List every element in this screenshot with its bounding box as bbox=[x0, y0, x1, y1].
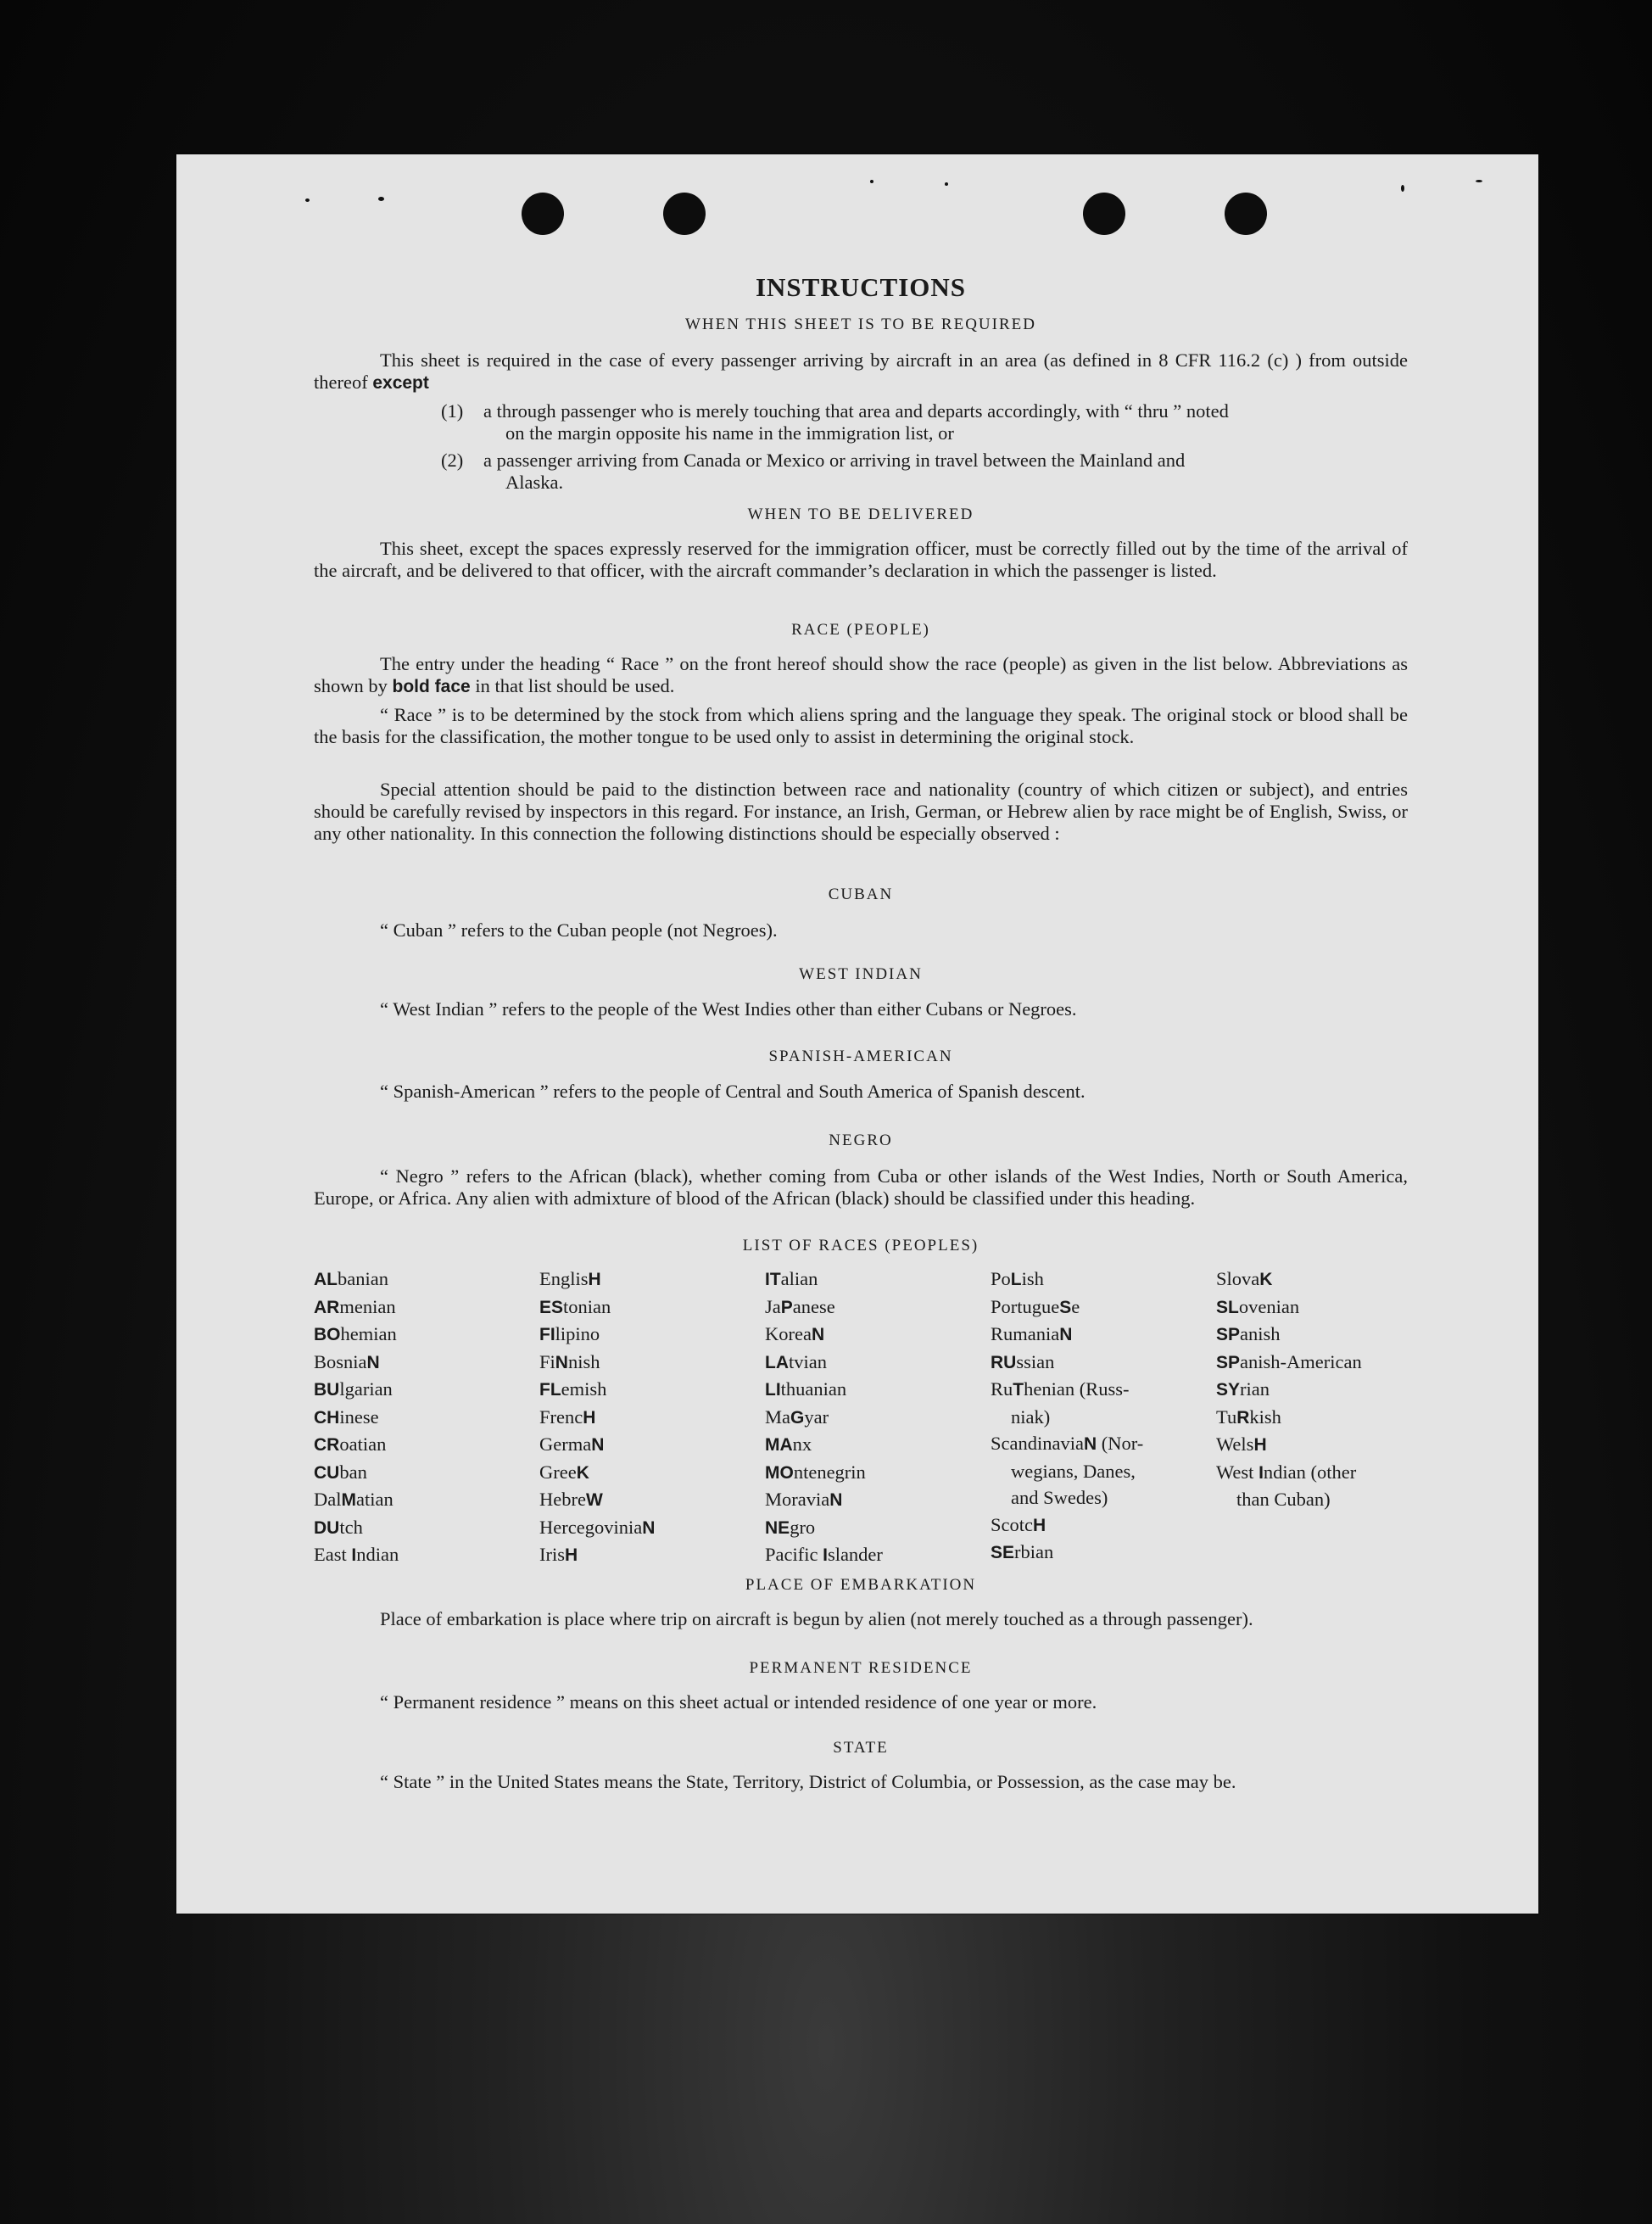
race-entry: PortugueSe bbox=[991, 1295, 1080, 1317]
punch-hole bbox=[1083, 193, 1125, 235]
race-entry: WelsH bbox=[1216, 1433, 1267, 1455]
race-entry: BOhemian bbox=[314, 1323, 397, 1344]
paragraph-permanent-residence: “ Permanent residence ” means on this sheet actual or intended residence of one year or more. bbox=[380, 1691, 1097, 1713]
race-entry: KoreaN bbox=[765, 1323, 825, 1344]
heading-state: STATE bbox=[833, 1739, 889, 1757]
race-entry: NEgro bbox=[765, 1516, 816, 1538]
scan-speck bbox=[1476, 180, 1482, 182]
race-entry: EnglisH bbox=[539, 1268, 601, 1289]
punch-hole bbox=[1225, 193, 1267, 235]
race-entry: GermaN bbox=[539, 1433, 605, 1455]
race-entry: BosniaN bbox=[314, 1350, 380, 1372]
race-entry: HercegoviniaN bbox=[539, 1516, 656, 1538]
race-entry: wegians, Danes, bbox=[1011, 1460, 1136, 1482]
page-title: INSTRUCTIONS bbox=[755, 272, 966, 302]
race-entry: GreeK bbox=[539, 1461, 589, 1483]
paragraph-spanish-american: “ Spanish-American ” refers to the people of Central and South America of Spanish descent. bbox=[380, 1081, 1086, 1102]
race-entry: SlovaK bbox=[1216, 1268, 1273, 1289]
paragraph-when-delivered: This sheet, except the spaces expressly reserved for the immigration officer, must be correctly filled out by the time of the arrival of the aircraft, and be delivered to that officer, with the aircraft commander’s declaration in which the passenger is listed. bbox=[314, 538, 1408, 581]
race-entry: RuThenian (Russ- bbox=[991, 1378, 1130, 1400]
instruction-sheet: INSTRUCTIONS WHEN THIS SHEET IS TO BE REQUIRED This sheet is required in the case of every passenger arriving by aircraft in an area (as defined in 8 CFR 116.2 (c) ) from outside thereof except (1) a through passenger who is merely touching that area and departs accordingly, with “ thru ” noted on the margin opposite his name in the immigration list, or (2) a passenger arriving from Canada or Mexico or arriving in travel between the Mainland and Alaska. WHEN TO BE DELIVERED This sheet, except the spaces expressly reserved for the immigration officer, must be correctly filled out by the time of the arrival of the aircraft, and be delivered to that officer, with the aircraft commander’s declaration in which the passenger is listed. RACE (PEOPLE) The entry under the heading “ Race ” on the front hereof should show the race (people) as given in the list below. Abbreviations as shown by bold face in that list should be used. “ Race ” is to be determined by the stock from which aliens spring and the language they speak. The original stock or blood shall be the basis for the classification, the mother tongue to be used only to assist in determining the original stock. Special attention should be paid to the distinction between race and nationality (country of which citizen or subject), and entries should be carefully revised by inspectors in this regard. For instance, an Irish, German, or Hebrew alien by race might be of English, Swiss, or any other nationality. In this connection the following distinctions should be especially observed : CUBAN “ Cuban ” refers to the Cuban people (not Negroes). WEST INDIAN “ West Indian ” refers to the people of the West Indies other than either Cubans or Negroes. SPANISH-AMERICAN “ Spanish-American ” refers to the people of Central and South America of Spanish descent. NEGRO “ Negro ” refers to the African (black), whether coming from Cuba or other islands of the West Indies, North or South America, Europe, or Africa. Any alien with admixture of blood of the African (black) should be classified under this heading. LIST OF RACES (PEOPLES) ALbanian ARmenian BOhemian BosniaN BUlgarian CHinese CRoatian CUban DalMatian DUtch East Indian EnglisH EStonian FIlipino FiNnish FLemish FrencH GermaN GreeK HebreW HercegoviniaN IrisH ITalian JaPanese KoreaN LAtvian LIthuanian MaGyar MAnx MOntenegrin MoraviaN NEgro Pacific Islander PoLish PortugueSe RumaniaN RUssian RuThenian (Russ- niak) ScandinaviaN (Nor- wegians, Danes, and Swedes) ScotcH SErbian SlovaK SLovenian SPanish SPanish-American SYrian TuRkish WelsH West Indian (other than Cuban) PLACE OF EMBARKATION Place of embarkation is place where trip on aircraft is begun by alien (not merely touched as a through passenger). PERMANENT RESIDENCE “ Permanent residence ” means on this sheet actual or intended residence of one year or more. STATE “ State ” in the United States means the State, Territory, District of Columbia, or Possession, as the case may be. bbox=[176, 154, 1538, 1914]
race-entry: ScandinaviaN (Nor- bbox=[991, 1433, 1144, 1454]
race-entry: ScotcH bbox=[991, 1513, 1046, 1535]
race-entry: RumaniaN bbox=[991, 1323, 1073, 1344]
paragraph-race-1: The entry under the heading “ Race ” on the front hereof should show the race (people) as given in the list below. Abbreviations as shown by bold face in that list should be used. bbox=[314, 653, 1408, 696]
race-entry: MOntenegrin bbox=[765, 1461, 866, 1483]
race-entry: ALbanian bbox=[314, 1268, 388, 1289]
race-entry: FLemish bbox=[539, 1378, 607, 1400]
heading-permanent-residence: PERMANENT RESIDENCE bbox=[749, 1659, 973, 1677]
punch-hole bbox=[522, 193, 564, 235]
heading-race: RACE (PEOPLE) bbox=[791, 621, 930, 639]
race-entry: CRoatian bbox=[314, 1433, 387, 1455]
heading-west-indian: WEST INDIAN bbox=[799, 965, 923, 983]
race-entry: JaPanese bbox=[765, 1295, 835, 1317]
race-entry: IrisH bbox=[539, 1544, 578, 1565]
race-entry: East Indian bbox=[314, 1544, 399, 1565]
race-column bbox=[1216, 1266, 1362, 1513]
race-entry: Pacific Islander bbox=[765, 1544, 883, 1565]
race-entry: SLovenian bbox=[1216, 1295, 1300, 1317]
paragraph-negro: “ Negro ” refers to the African (black), whether coming from Cuba or other islands of the West Indies, North or South America, Europe, or Africa. Any alien with admixture of blood of the African (black) should be classified under this heading. bbox=[314, 1165, 1408, 1209]
race-entry: SPanish bbox=[1216, 1323, 1281, 1344]
scan-speck bbox=[378, 197, 384, 201]
race-entry: FiNnish bbox=[539, 1350, 600, 1372]
scan-speck bbox=[870, 180, 873, 183]
race-entry: DalMatian bbox=[314, 1489, 393, 1510]
scan-speck bbox=[945, 182, 948, 186]
heading-cuban: CUBAN bbox=[828, 886, 894, 903]
heading-when-delivered: WHEN TO BE DELIVERED bbox=[747, 506, 974, 523]
paragraph-west-indian: “ West Indian ” refers to the people of the West Indies other than either Cubans or Negroes. bbox=[380, 998, 1077, 1020]
paragraph-embarkation: Place of embarkation is place where trip on aircraft is begun by alien (not merely touched as a through passenger). bbox=[380, 1608, 1253, 1629]
paragraph-race-2: “ Race ” is to be determined by the stock from which aliens spring and the language they speak. The original stock or blood shall be the basis for the classification, the mother tongue to be used only to assist in determining the original stock. bbox=[314, 704, 1408, 747]
race-column bbox=[991, 1266, 1143, 1567]
race-entry: West Indian (other bbox=[1216, 1461, 1357, 1483]
race-entry: niak) bbox=[1011, 1405, 1051, 1428]
race-entry: LIthuanian bbox=[765, 1378, 847, 1400]
race-entry: than Cuban) bbox=[1236, 1489, 1331, 1510]
race-entry: ITalian bbox=[765, 1268, 818, 1289]
race-entry: RUssian bbox=[991, 1350, 1055, 1372]
race-entry: ARmenian bbox=[314, 1295, 396, 1317]
race-entry: HebreW bbox=[539, 1489, 603, 1510]
paragraph-state: “ State ” in the United States means the State, Territory, District of Columbia, or Possession, as the case may be. bbox=[380, 1771, 1236, 1792]
race-entry: and Swedes) bbox=[1011, 1487, 1108, 1508]
race-entry: TuRkish bbox=[1216, 1405, 1281, 1428]
race-entry: MoraviaN bbox=[765, 1489, 843, 1510]
paragraph-cuban: “ Cuban ” refers to the Cuban people (not Negroes). bbox=[380, 919, 778, 941]
race-entry: SErbian bbox=[991, 1541, 1054, 1562]
heading-negro: NEGRO bbox=[829, 1132, 893, 1149]
scan-speck bbox=[1401, 185, 1404, 192]
race-entry: BUlgarian bbox=[314, 1378, 393, 1400]
heading-list-of-races: LIST OF RACES (PEOPLES) bbox=[742, 1237, 979, 1254]
race-entry: MAnx bbox=[765, 1433, 812, 1455]
scan-speck bbox=[305, 198, 310, 202]
punch-hole bbox=[663, 193, 706, 235]
race-entry: MaGyar bbox=[765, 1405, 829, 1428]
heading-embarkation: PLACE OF EMBARKATION bbox=[745, 1576, 977, 1594]
heading-when-required: WHEN THIS SHEET IS TO BE REQUIRED bbox=[685, 316, 1036, 333]
paragraph-when-required: This sheet is required in the case of every passenger arriving by aircraft in an area (as defined in 8 CFR 116.2 (c) ) from outside thereof except bbox=[314, 349, 1408, 393]
race-entry: FIlipino bbox=[539, 1323, 600, 1344]
race-column bbox=[539, 1266, 655, 1569]
heading-spanish-american: SPANISH-AMERICAN bbox=[768, 1048, 953, 1065]
race-entry: PoLish bbox=[991, 1268, 1044, 1289]
race-column bbox=[314, 1266, 399, 1569]
race-entry: LAtvian bbox=[765, 1350, 827, 1372]
race-entry: SPanish-American bbox=[1216, 1350, 1362, 1372]
paragraph-race-3: Special attention should be paid to the distinction between race and nationality (country of which citizen or subject), and entries should be carefully revised by inspectors in this regard. For instance, an Irish, German, or Hebrew alien by race might be of English, Swiss, or any other nationality. In this connection the following distinctions should be especially observed : bbox=[314, 779, 1408, 844]
race-entry: CHinese bbox=[314, 1405, 379, 1428]
race-entry: CUban bbox=[314, 1461, 367, 1483]
race-entry: SYrian bbox=[1216, 1378, 1270, 1400]
race-entry: EStonian bbox=[539, 1295, 611, 1317]
race-column bbox=[765, 1266, 883, 1569]
race-entry: FrencH bbox=[539, 1405, 596, 1428]
race-entry: DUtch bbox=[314, 1516, 363, 1538]
